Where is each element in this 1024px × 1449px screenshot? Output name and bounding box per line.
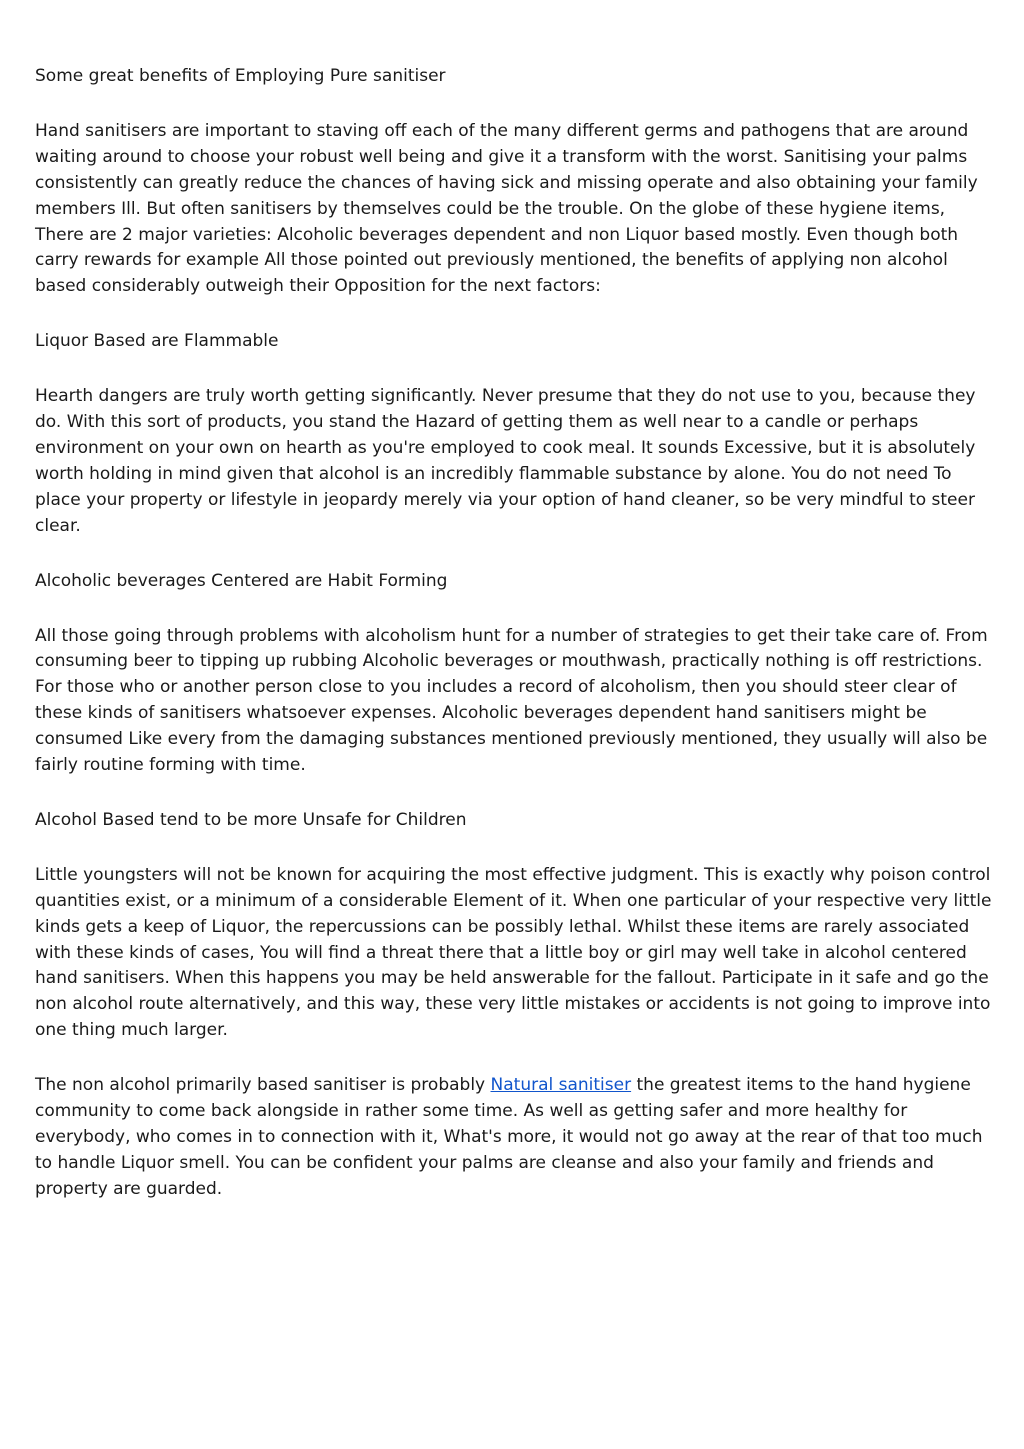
section-heading-flammable: Liquor Based are Flammable — [35, 331, 279, 352]
document-page — [35, 64, 995, 1232]
natural-sanitiser-link[interactable]: Natural sanitiser — [490, 1075, 632, 1096]
closing-text-before-link: The non alcohol primarily based sanitiser is probably — [35, 1075, 491, 1096]
closing-text-after-link: the greatest items to the hand hygiene community to come back alongside in rather some time. As well as getting safer and more healthy for everybody, who comes in to connection with it, What's more, it would not go away at the rear of that too much to handle Liquor smell. You can be confident your palms are cleanse and also your family and friends and property are guarded. — [35, 1075, 983, 1199]
section-body-flammable: Hearth dangers are truly worth getting significantly. Never presume that they do not use to you, because they do. With this sort of products, you stand the Hazard of getting them as well near to a candle or perhaps environment on your own on hearth as you're employed to cook meal. It sounds Excessive, but it is absolutely worth holding in mind given that alcohol is an incredibly flammable substance by alone. You do not need To place your property or lifestyle in jeopardy merely via your option of hand cleaner, so be very mindful to steer clear. — [35, 386, 976, 536]
section-body-habit-forming: All those going through problems with alcoholism hunt for a number of strategies to get their take care of. From consuming beer to tipping up rubbing Alcoholic beverages or mouthwash, practically nothing is off restrictions. For those who or another person close to you includes a record of alcoholism, then you should steer clear of these kinds of sanitisers whatsoever expenses. Alcoholic beverages dependent hand sanitisers might be consumed Like every from the damaging substances mentioned previously mentioned, they usually will also be fairly routine forming with time. — [35, 625, 988, 776]
section-heading-habit-forming: Alcoholic beverages Centered are Habit Forming — [35, 570, 448, 591]
section-heading-children: Alcohol Based tend to be more Unsafe for Children — [35, 809, 467, 830]
closing-paragraph — [35, 1073, 995, 1203]
document-title: Some great benefits of Employing Pure sanitiser — [35, 66, 446, 86]
section-body-children: Little youngsters will not be known for acquiring the most effective judgment. This is exactly why poison control quantities exist, or a minimum of a considerable Element of it. When one particular of your respective very little kinds gets a keep of Liquor, the repercussions can be possibly lethal. Whilst these items are rarely associated with these kinds of cases, You will find a threat there that a little boy or girl may well take in alcohol centered hand sanitisers. When this happens you may be held answerable for the fallout. Participate in it safe and go the non alcohol route alternatively, and this way, these very little mistakes or accidents is not going to improve into one thing much larger. — [35, 864, 992, 1041]
intro-paragraph: Hand sanitisers are important to staving off each of the many different germs and pathogens that are around waiting around to choose your robust well being and give it a transform with the worst. Sanitising your palms consistently can greatly reduce the chances of having sick and missing operate and also obtaining your family members Ill. But often sanitisers by themselves could be the trouble. On the globe of these hygiene items, There are 2 major varieties: Alcoholic beverages dependent and non Liquor based mostly. Even though both carry rewards for example All those pointed out previously mentioned, the benefits of applying non alcohol based considerably outweigh their Opposition for the next factors: — [35, 120, 978, 297]
